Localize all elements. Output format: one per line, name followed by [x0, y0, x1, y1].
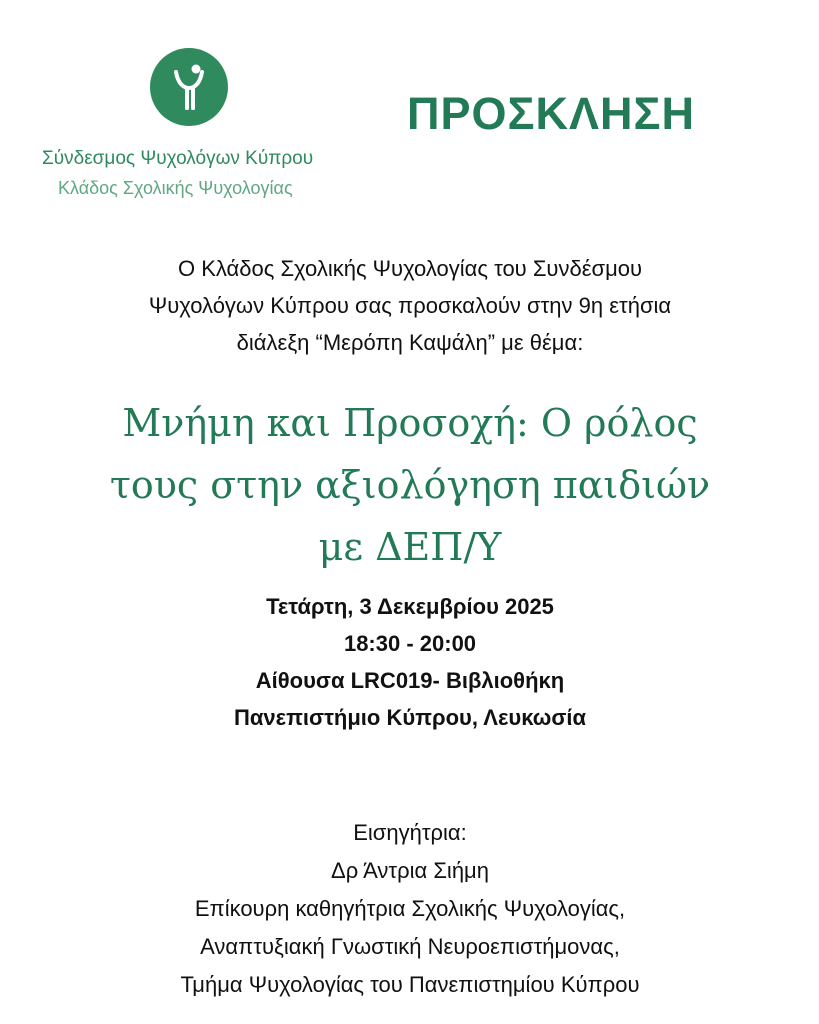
event-date: Τετάρτη, 3 Δεκεμβρίου 2025 [266, 594, 554, 619]
intro-text [60, 250, 760, 361]
topic-line: τους στην αξιολόγηση παιδιών [109, 463, 711, 507]
invitation-title: ΠΡΟΣΚΛΗΣΗ [407, 88, 696, 139]
event-room: Αίθουσα LRC019- Βιβλιοθήκη [255, 668, 565, 693]
speaker-info [60, 814, 760, 1004]
event-venue: Πανεπιστήμιο Κύπρου, Λευκωσία [234, 705, 586, 730]
org-branch: Κλάδος Σχολικής Ψυχολογίας [58, 178, 293, 198]
intro-line: Ο Κλάδος Σχολικής Ψυχολογίας του Συνδέσμου [177, 256, 643, 281]
event-details [60, 588, 760, 736]
org-name: Σύνδεσμος Ψυχολόγων Κύπρου [42, 148, 314, 169]
topic-line: με ΔΕΠ/Υ [318, 525, 502, 569]
speaker-label: Εισηγήτρια: [353, 820, 467, 845]
speaker-role: Αναπτυξιακή Γνωστική Νευροεπιστήμονας, [200, 934, 620, 959]
event-time: 18:30 - 20:00 [343, 631, 477, 656]
speaker-role: Τμήμα Ψυχολογίας του Πανεπιστημίου Κύπρου [180, 972, 640, 997]
lecture-topic [40, 392, 780, 578]
speaker-name: Δρ Άντρια Σιήμη [331, 858, 489, 883]
person-raised-arms-icon [150, 48, 228, 126]
topic-line: Μνήμη και Προσοχή: Ο ρόλος [122, 401, 698, 445]
intro-line: διάλεξη “Μερόπη Καψάλη” με θέμα: [236, 330, 584, 355]
intro-line: Ψυχολόγων Κύπρου σας προσκαλούν στην 9η ετήσια [148, 293, 672, 318]
speaker-role: Επίκουρη καθηγήτρια Σχολικής Ψυχολογίας, [194, 896, 626, 921]
